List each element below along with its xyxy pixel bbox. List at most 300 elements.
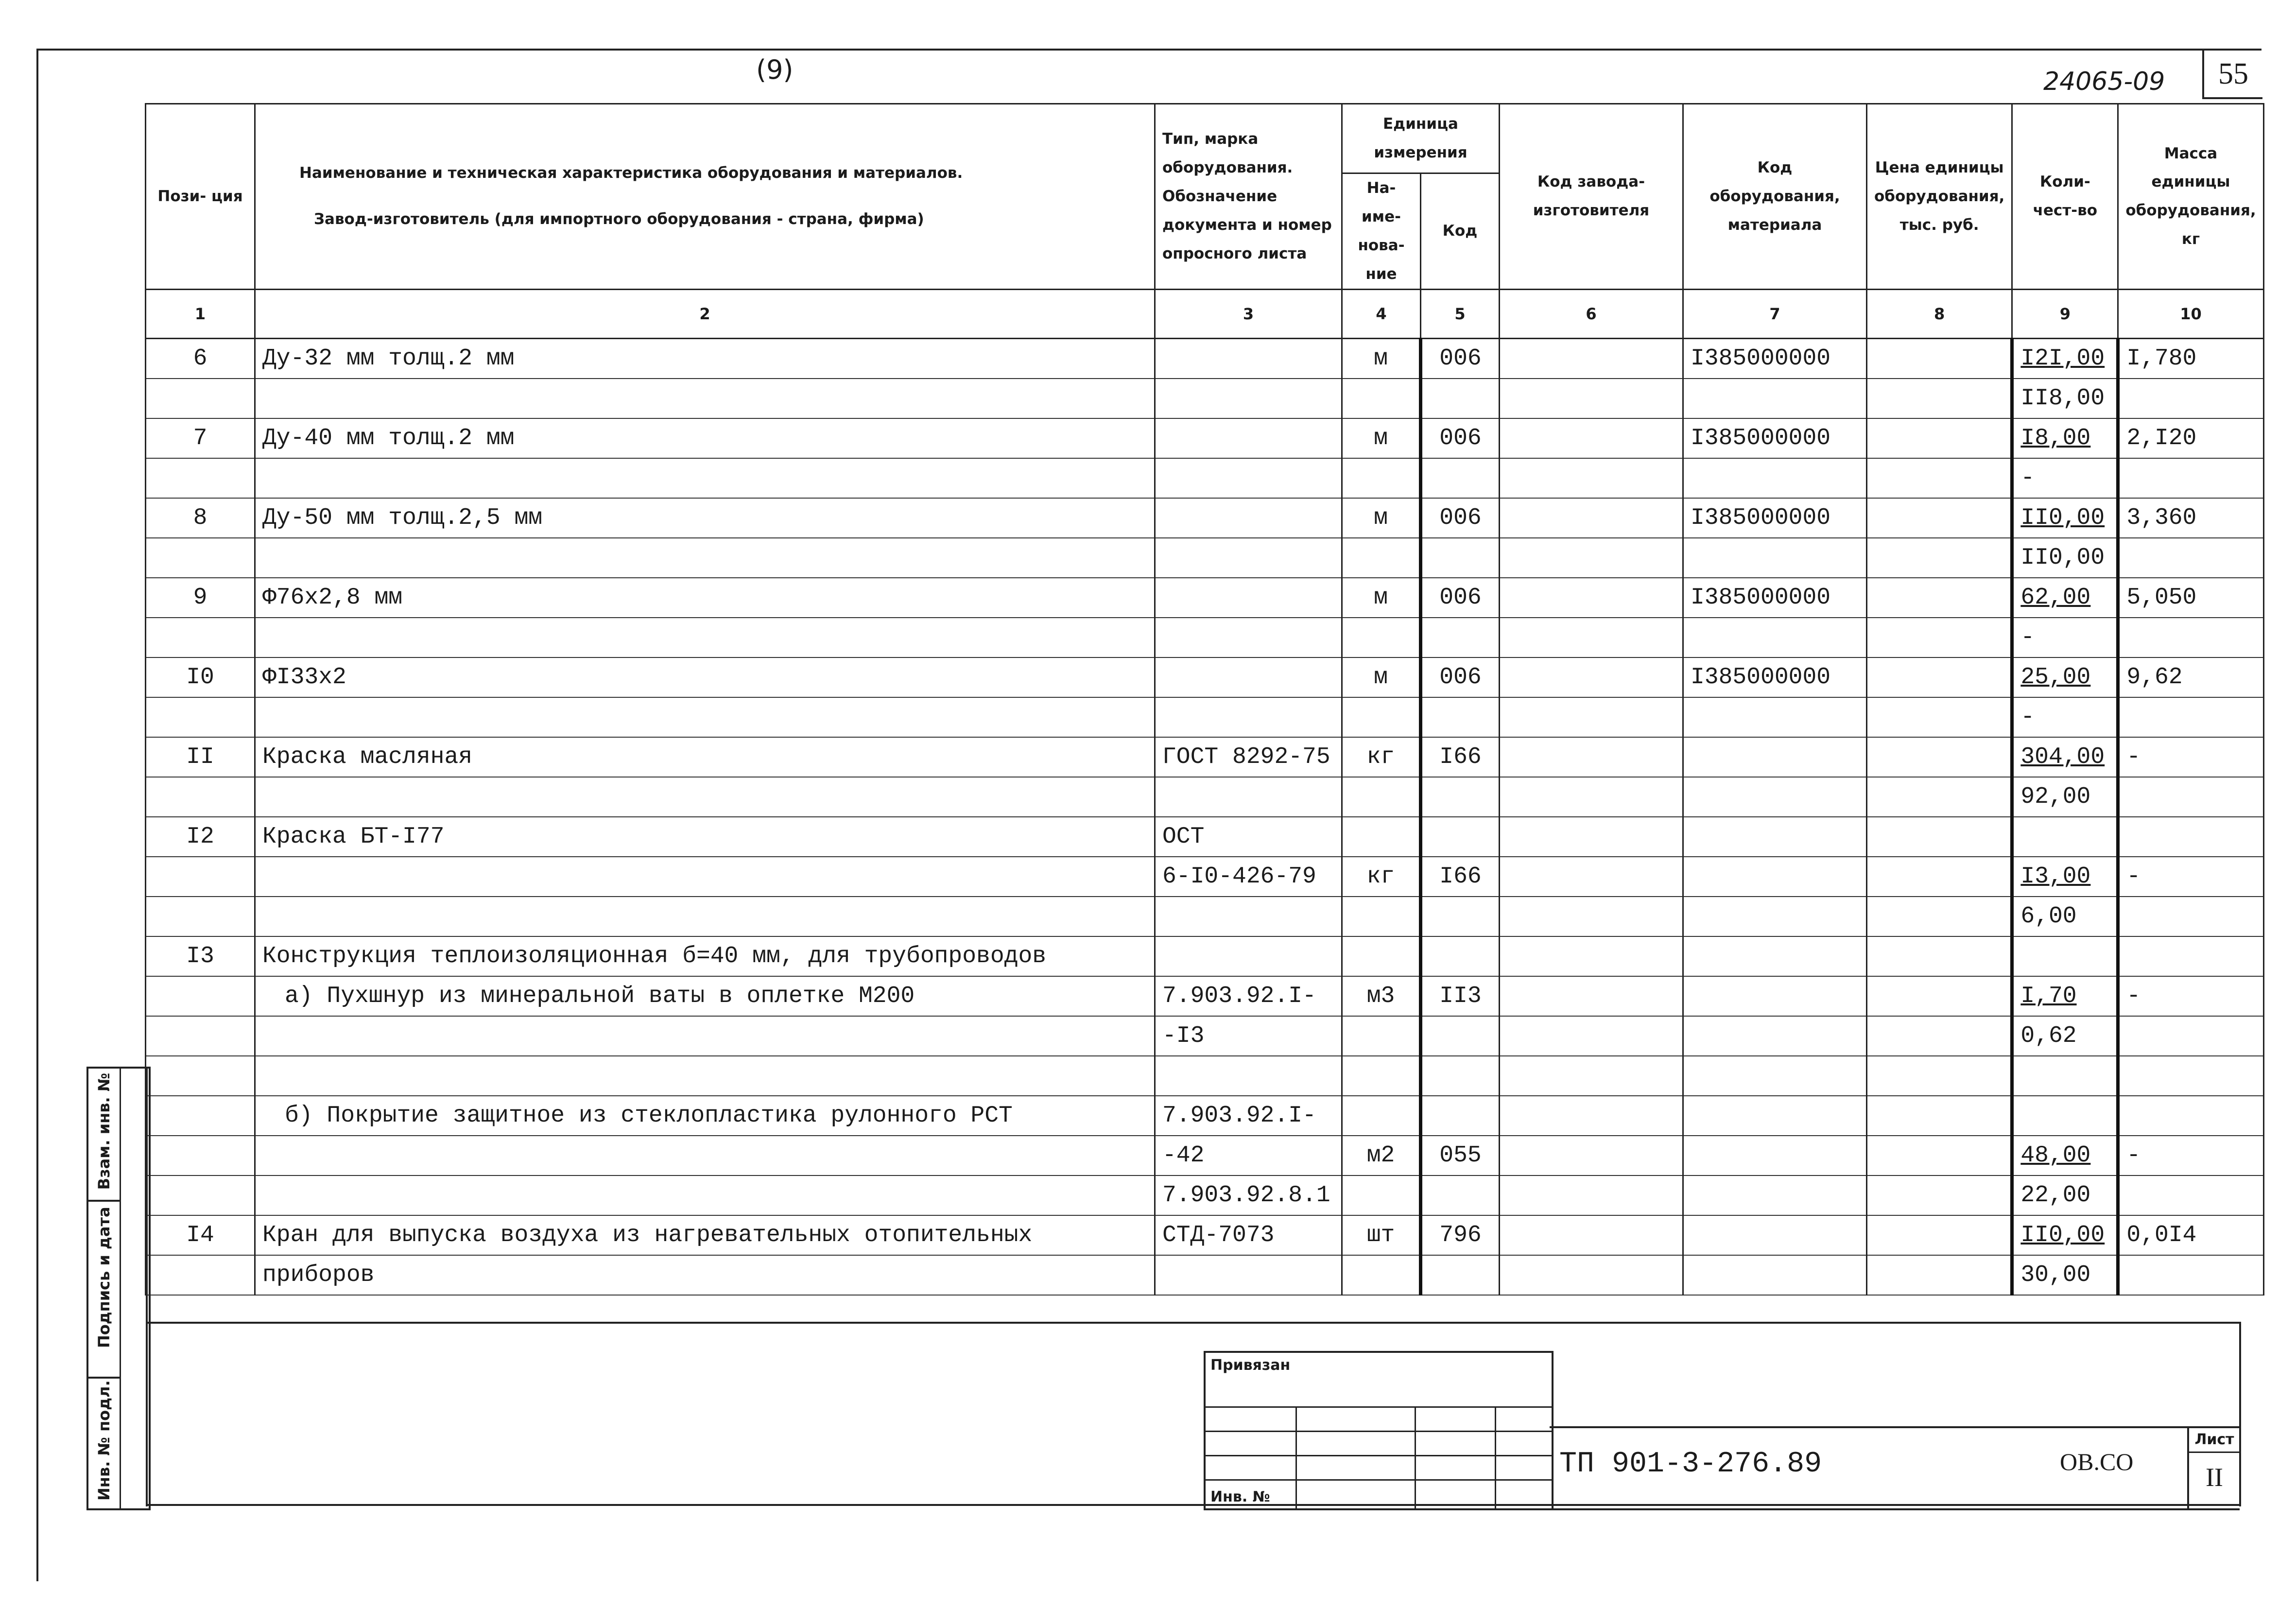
- cell-quantity: [2012, 777, 2118, 817]
- cell-unit-code: [1421, 1096, 1500, 1136]
- column-number: 5: [1421, 289, 1500, 338]
- cell-unit-code: [1421, 418, 1500, 458]
- cell-name: [255, 976, 1155, 1016]
- cell-quantity: [2012, 1215, 2118, 1255]
- cell-name: [255, 458, 1155, 498]
- cell-price: [1867, 697, 2012, 737]
- cell-quantity-text: II8,00: [2020, 385, 2105, 412]
- cell-document: [1155, 618, 1342, 657]
- header-row: [146, 104, 2264, 173]
- cell-factory-code: [1500, 936, 1683, 976]
- cell-unit-text: м: [1374, 584, 1388, 611]
- cell-position: [146, 1255, 255, 1295]
- cell-quantity: [2012, 1016, 2118, 1056]
- cell-position: [146, 1016, 255, 1056]
- cell-price: [1867, 857, 2012, 897]
- table-row: [146, 777, 2264, 817]
- cell-name: [255, 538, 1155, 578]
- table-row: [146, 1136, 2264, 1175]
- cell-document: [1155, 897, 1342, 936]
- cell-unit-code-text: 006: [1439, 425, 1482, 451]
- cell-document: [1155, 737, 1342, 777]
- cell-name: [255, 897, 1155, 936]
- cell-unit-code: [1421, 737, 1500, 777]
- cell-unit: [1342, 777, 1421, 817]
- cell-document: [1155, 976, 1342, 1016]
- cell-equipment-code-text: I385000000: [1691, 345, 1831, 372]
- cell-name: [255, 777, 1155, 817]
- cell-name-text: приборов: [262, 1261, 375, 1288]
- cell-quantity-text: -: [2020, 704, 2035, 730]
- cell-document-text: -I3: [1162, 1022, 1205, 1049]
- cell-equipment-code: [1683, 1255, 1867, 1295]
- cell-document: [1155, 817, 1342, 857]
- cell-document: [1155, 657, 1342, 697]
- cell-equipment-code: [1683, 657, 1867, 697]
- cell-unit-text: кг: [1366, 863, 1395, 890]
- cell-unit: [1342, 1255, 1421, 1295]
- cell-unit: [1342, 737, 1421, 777]
- cell-document-text: 7.903.92.I-: [1162, 983, 1316, 1009]
- cell-price: [1867, 1096, 2012, 1136]
- cell-document-text: ОСТ: [1162, 823, 1205, 850]
- table-row: [146, 458, 2264, 498]
- table-row: [146, 498, 2264, 538]
- inventory-number-label: Инв. №: [1210, 1488, 1270, 1505]
- cell-unit: [1342, 1016, 1421, 1056]
- cell-name: [255, 1136, 1155, 1175]
- cell-quantity: [2012, 897, 2118, 936]
- cell-factory-code: [1500, 538, 1683, 578]
- cell-quantity: [2012, 538, 2118, 578]
- cell-unit-code-text: I66: [1439, 743, 1482, 770]
- cell-unit-code: [1421, 1215, 1500, 1255]
- cell-unit: [1342, 418, 1421, 458]
- cell-mass: [2118, 737, 2263, 777]
- cell-equipment-code: [1683, 1056, 1867, 1096]
- cell-factory-code: [1500, 857, 1683, 897]
- cell-factory-code: [1500, 1175, 1683, 1215]
- table-row: [146, 817, 2264, 857]
- cell-unit-code: [1421, 618, 1500, 657]
- cell-price: [1867, 498, 2012, 538]
- cell-unit-code: [1421, 817, 1500, 857]
- title-sheet-value: II: [2206, 1463, 2223, 1492]
- cell-quantity: [2012, 1255, 2118, 1295]
- cell-factory-code: [1500, 498, 1683, 538]
- title-sheet-label: Лист: [2189, 1428, 2240, 1453]
- cell-quantity: [2012, 1056, 2118, 1096]
- table-row: [146, 338, 2264, 379]
- cell-name-text: Ду-32 мм толщ.2 мм: [262, 345, 515, 372]
- column-number: 10: [2118, 289, 2263, 338]
- side-cell-signature: [88, 1202, 120, 1379]
- cell-equipment-code-text: I385000000: [1691, 664, 1831, 691]
- cell-mass: [2118, 338, 2263, 379]
- cell-mass: [2118, 1016, 2263, 1056]
- cell-unit-text: м: [1374, 664, 1388, 691]
- cell-factory-code: [1500, 897, 1683, 936]
- cell-position: [146, 379, 255, 418]
- cell-equipment-code-text: I385000000: [1691, 584, 1831, 611]
- cell-document: [1155, 1136, 1342, 1175]
- cell-price: [1867, 538, 2012, 578]
- table-row: [146, 657, 2264, 697]
- cell-factory-code: [1500, 1096, 1683, 1136]
- cell-position: [146, 1175, 255, 1215]
- cell-document: [1155, 697, 1342, 737]
- cell-position: [146, 498, 255, 538]
- cell-mass-text: -: [2126, 983, 2141, 1009]
- cell-document: [1155, 1016, 1342, 1056]
- cell-equipment-code: [1683, 1016, 1867, 1056]
- cell-mass: [2118, 1255, 2263, 1295]
- cell-position: [146, 618, 255, 657]
- specification-table: [145, 103, 2264, 1296]
- cell-price: [1867, 976, 2012, 1016]
- cell-quantity-text: II0,00: [2020, 544, 2105, 571]
- cell-position: [146, 418, 255, 458]
- cell-name-text: Ф76х2,8 мм: [262, 584, 403, 611]
- cell-unit-code: [1421, 936, 1500, 976]
- header-unit-group: Единица измерения: [1342, 104, 1500, 173]
- cell-equipment-code: [1683, 936, 1867, 976]
- cell-document: [1155, 538, 1342, 578]
- cell-mass: [2118, 1215, 2263, 1255]
- cell-equipment-code: [1683, 338, 1867, 379]
- table-row: [146, 737, 2264, 777]
- cell-mass: [2118, 1096, 2263, 1136]
- cell-name: [255, 418, 1155, 458]
- cell-document: [1155, 1255, 1342, 1295]
- cell-unit: [1342, 458, 1421, 498]
- cell-unit-code: [1421, 857, 1500, 897]
- cell-equipment-code-text: I385000000: [1691, 504, 1831, 531]
- cell-factory-code: [1500, 1056, 1683, 1096]
- title-document-code: ОВ.СО: [2060, 1448, 2134, 1475]
- cell-factory-code: [1500, 817, 1683, 857]
- cell-unit-code: [1421, 578, 1500, 618]
- table-row: [146, 1175, 2264, 1215]
- cell-document: [1155, 1096, 1342, 1136]
- cell-quantity: [2012, 418, 2118, 458]
- title-sheet-box: [2187, 1428, 2240, 1508]
- cell-unit-code-text: 006: [1439, 664, 1482, 691]
- table-row: [146, 897, 2264, 936]
- cell-equipment-code: [1683, 498, 1867, 538]
- cell-unit: [1342, 976, 1421, 1016]
- table-row: [146, 976, 2264, 1016]
- cell-unit: [1342, 1215, 1421, 1255]
- header-unit-code: Код: [1421, 173, 1500, 290]
- header-price: Цена единицы оборудования, тыс. руб.: [1867, 104, 2012, 290]
- cell-mass-text: -: [2126, 863, 2141, 890]
- cell-factory-code: [1500, 697, 1683, 737]
- cell-document: [1155, 379, 1342, 418]
- cell-quantity: [2012, 817, 2118, 857]
- cell-document: [1155, 777, 1342, 817]
- cell-equipment-code: [1683, 418, 1867, 458]
- cell-unit-code: [1421, 458, 1500, 498]
- header-factory-code: Код завода-изготовителя: [1500, 104, 1683, 290]
- cell-unit: [1342, 1056, 1421, 1096]
- cell-name: [255, 697, 1155, 737]
- cell-name-text: Краска масляная: [262, 743, 473, 770]
- cell-mass: [2118, 817, 2263, 857]
- cell-quantity-text: II0,00: [2020, 504, 2105, 531]
- cell-quantity-text: I2I,00: [2020, 345, 2105, 372]
- column-number: 7: [1683, 289, 1867, 338]
- table-row: [146, 1016, 2264, 1056]
- title-block: [1550, 1426, 2240, 1510]
- cell-quantity: [2012, 657, 2118, 697]
- header-name-line1: Наименование и техническая характеристика оборудования и материалов.: [299, 164, 963, 182]
- sheet-number: 55: [2202, 51, 2262, 99]
- cell-mass: [2118, 936, 2263, 976]
- cell-quantity-text: 92,00: [2020, 783, 2091, 810]
- cell-unit-text: шт: [1366, 1222, 1395, 1248]
- cell-mass-text: -: [2126, 743, 2141, 770]
- cell-document: [1155, 418, 1342, 458]
- cell-unit-code: [1421, 1175, 1500, 1215]
- header-name: [255, 104, 1155, 290]
- cell-quantity-text: -: [2020, 624, 2035, 651]
- header-equipment-code: Код оборудования, материала: [1683, 104, 1867, 290]
- cell-price: [1867, 936, 2012, 976]
- cell-name: [255, 379, 1155, 418]
- cell-quantity-text: I8,00: [2020, 425, 2091, 451]
- cell-unit-code-text: II3: [1439, 983, 1482, 1009]
- cell-mass: [2118, 498, 2263, 538]
- column-number: 3: [1155, 289, 1342, 338]
- cell-quantity: [2012, 578, 2118, 618]
- cell-name-text: Краска БТ-I77: [262, 823, 445, 850]
- cell-quantity: [2012, 338, 2118, 379]
- title-document-number: ТП 901-3-276.89: [1559, 1448, 1822, 1481]
- cell-position-text: I4: [186, 1222, 214, 1248]
- cell-quantity: [2012, 1096, 2118, 1136]
- cell-equipment-code: [1683, 777, 1867, 817]
- document-number-top: 24065-09: [2043, 67, 2165, 96]
- cell-unit: [1342, 379, 1421, 418]
- cell-name: [255, 936, 1155, 976]
- cell-price: [1867, 1255, 2012, 1295]
- cell-equipment-code: [1683, 379, 1867, 418]
- cell-name-text: б) Покрытие защитное из стеклопластика рулонного РСТ: [285, 1102, 1013, 1129]
- cell-factory-code: [1500, 737, 1683, 777]
- cell-document: [1155, 1215, 1342, 1255]
- cell-name: [255, 1175, 1155, 1215]
- cell-mass-text: 3,360: [2126, 504, 2197, 531]
- cell-price: [1867, 1136, 2012, 1175]
- cell-mass: [2118, 578, 2263, 618]
- cell-unit: [1342, 697, 1421, 737]
- cell-factory-code: [1500, 618, 1683, 657]
- cell-position-text: II: [186, 743, 214, 770]
- table-row: [146, 1056, 2264, 1096]
- cell-unit-code-text: 006: [1439, 584, 1482, 611]
- table-row: [146, 379, 2264, 418]
- cell-unit-code: [1421, 538, 1500, 578]
- cell-position: [146, 1056, 255, 1096]
- cell-mass-text: 5,050: [2126, 584, 2197, 611]
- cell-document: [1155, 338, 1342, 379]
- cell-unit: [1342, 578, 1421, 618]
- cell-unit-code: [1421, 976, 1500, 1016]
- cell-document: [1155, 1056, 1342, 1096]
- cell-mass: [2118, 379, 2263, 418]
- cell-quantity: [2012, 697, 2118, 737]
- cell-position: [146, 697, 255, 737]
- cell-position: [146, 1215, 255, 1255]
- column-number: 6: [1500, 289, 1683, 338]
- header-mass: Масса единицы оборудования, кг: [2118, 104, 2263, 290]
- cell-position: [146, 777, 255, 817]
- cell-mass: [2118, 538, 2263, 578]
- table-row: [146, 1096, 2264, 1136]
- cell-document-text: 7.903.92.8.1: [1162, 1182, 1330, 1209]
- table-row: [146, 1255, 2264, 1295]
- column-number: 1: [146, 289, 255, 338]
- cell-equipment-code: [1683, 1175, 1867, 1215]
- cell-quantity-text: -: [2020, 465, 2035, 491]
- cell-name: [255, 1215, 1155, 1255]
- cell-unit: [1342, 338, 1421, 379]
- cell-position: [146, 458, 255, 498]
- cell-equipment-code: [1683, 976, 1867, 1016]
- cell-equipment-code: [1683, 578, 1867, 618]
- cell-position: [146, 538, 255, 578]
- cell-quantity: [2012, 737, 2118, 777]
- column-number: 9: [2012, 289, 2118, 338]
- cell-document: [1155, 458, 1342, 498]
- header-type: Тип, марка оборудования. Обозначение документа и номер опросного листа: [1155, 104, 1342, 290]
- cell-equipment-code: [1683, 1215, 1867, 1255]
- cell-unit-text: м2: [1366, 1142, 1395, 1169]
- cell-quantity-text: I,70: [2020, 983, 2077, 1009]
- cell-price: [1867, 897, 2012, 936]
- cell-document-text: -42: [1162, 1142, 1205, 1169]
- cell-position-text: I2: [186, 823, 214, 850]
- header-position: Пози- ция: [146, 104, 255, 290]
- cell-document: [1155, 936, 1342, 976]
- cell-position-text: I3: [186, 943, 214, 969]
- cell-quantity: [2012, 379, 2118, 418]
- cell-price: [1867, 418, 2012, 458]
- cell-position-text: I0: [186, 664, 214, 691]
- cell-price: [1867, 1016, 2012, 1056]
- cell-quantity: [2012, 1175, 2118, 1215]
- cell-position: [146, 857, 255, 897]
- cell-mass-text: -: [2126, 1142, 2141, 1169]
- cell-unit: [1342, 817, 1421, 857]
- cell-name-text: Конструкция теплоизоляционная б=40 мм, для трубопроводов: [262, 943, 1047, 969]
- cell-mass: [2118, 657, 2263, 697]
- cell-position-text: 6: [193, 345, 207, 372]
- cell-name: [255, 618, 1155, 657]
- cell-equipment-code: [1683, 618, 1867, 657]
- side-label-signature: Подпись и дата: [95, 1207, 113, 1348]
- cell-mass: [2118, 976, 2263, 1016]
- cell-document: [1155, 578, 1342, 618]
- cell-price: [1867, 458, 2012, 498]
- cell-quantity-text: I3,00: [2020, 863, 2091, 890]
- cell-unit: [1342, 1175, 1421, 1215]
- cell-mass: [2118, 777, 2263, 817]
- cell-price: [1867, 618, 2012, 657]
- cell-factory-code: [1500, 1136, 1683, 1175]
- cell-unit-code: [1421, 1056, 1500, 1096]
- cell-mass: [2118, 1175, 2263, 1215]
- cell-factory-code: [1500, 418, 1683, 458]
- cell-position: [146, 338, 255, 379]
- cell-name: [255, 657, 1155, 697]
- cell-mass-text: I,780: [2126, 345, 2197, 372]
- table-row: [146, 538, 2264, 578]
- header-quantity: Коли-чест-во: [2012, 104, 2118, 290]
- cell-equipment-code: [1683, 697, 1867, 737]
- cell-quantity-text: 30,00: [2020, 1261, 2091, 1288]
- cell-name-text: ФI33х2: [262, 664, 346, 691]
- cell-factory-code: [1500, 338, 1683, 379]
- cell-mass: [2118, 1056, 2263, 1096]
- side-cell-inventory: [88, 1379, 120, 1506]
- cell-quantity-text: 0,62: [2020, 1022, 2077, 1049]
- table-bottom-rule: [146, 1322, 2240, 1324]
- cell-unit-code: [1421, 498, 1500, 538]
- cell-unit-text: м: [1374, 345, 1388, 372]
- cell-mass: [2118, 1136, 2263, 1175]
- cell-price: [1867, 379, 2012, 418]
- cell-factory-code: [1500, 1255, 1683, 1295]
- cell-unit: [1342, 657, 1421, 697]
- cell-factory-code: [1500, 1016, 1683, 1056]
- cell-unit-code: [1421, 1136, 1500, 1175]
- cell-equipment-code: [1683, 737, 1867, 777]
- cell-price: [1867, 737, 2012, 777]
- cell-quantity-text: 25,00: [2020, 664, 2091, 691]
- cell-quantity-text: 48,00: [2020, 1142, 2091, 1169]
- cell-equipment-code: [1683, 897, 1867, 936]
- cell-name-text: Ду-40 мм толщ.2 мм: [262, 425, 515, 451]
- cell-name-text: Кран для выпуска воздуха из нагревательных отопительных: [262, 1222, 1033, 1248]
- cell-factory-code: [1500, 379, 1683, 418]
- cell-unit: [1342, 857, 1421, 897]
- cell-unit-code: [1421, 897, 1500, 936]
- cell-mass-text: 9,62: [2126, 664, 2183, 691]
- cell-position-text: 8: [193, 504, 207, 531]
- cell-quantity: [2012, 458, 2118, 498]
- cell-factory-code: [1500, 657, 1683, 697]
- cell-document: [1155, 857, 1342, 897]
- cell-mass-text: 2,I20: [2126, 425, 2197, 451]
- cell-position: [146, 657, 255, 697]
- cell-unit-code: [1421, 697, 1500, 737]
- cell-factory-code: [1500, 1215, 1683, 1255]
- cell-unit-text: м: [1374, 504, 1388, 531]
- cell-document-text: ГОСТ 8292-75: [1162, 743, 1330, 770]
- binding-stamp: [1204, 1351, 1554, 1510]
- cell-mass: [2118, 618, 2263, 657]
- cell-factory-code: [1500, 578, 1683, 618]
- cell-name: [255, 1056, 1155, 1096]
- cell-unit: [1342, 1096, 1421, 1136]
- cell-name: [255, 857, 1155, 897]
- table-row: [146, 857, 2264, 897]
- cell-unit-code-text: 796: [1439, 1222, 1482, 1248]
- cell-name: [255, 1096, 1155, 1136]
- cell-equipment-code: [1683, 1136, 1867, 1175]
